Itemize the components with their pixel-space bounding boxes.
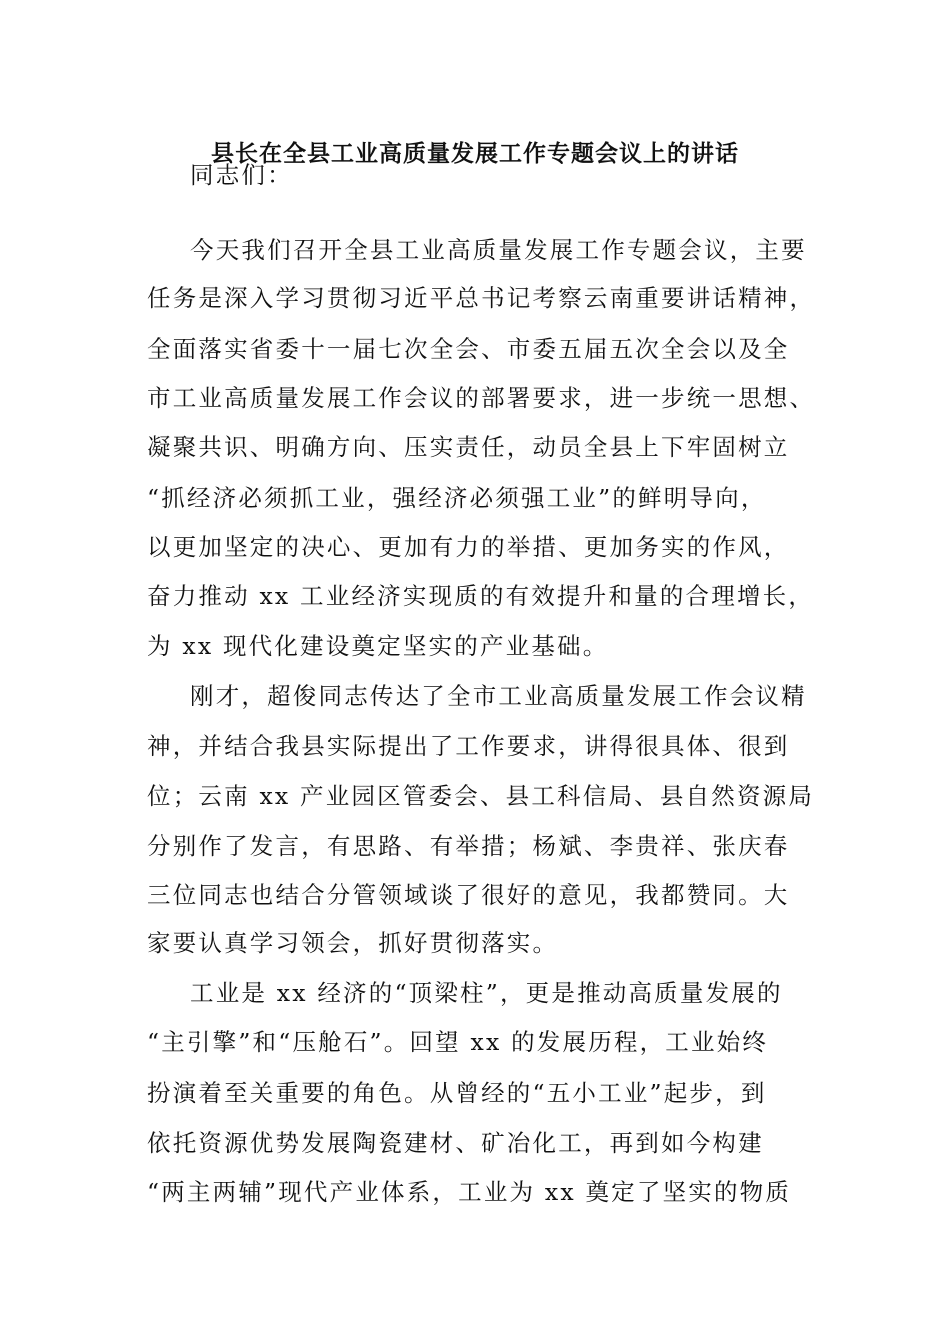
paragraph-2-line-4: 分别作了发言，有思路、有举措；杨斌、李贵祥、张庆春 xyxy=(147,832,790,860)
paragraph-1-line-7: 以更加坚定的决心、更加有力的举措、更加务实的作风， xyxy=(147,533,790,561)
paragraph-3-line-4: 依托资源优势发展陶瓷建材、矿冶化工，再到如今构建 xyxy=(147,1129,764,1157)
paragraph-2-line-3: 位；云南 xx 产业园区管委会、县工科信局、县自然资源局 xyxy=(147,782,815,810)
salutation: 同志们： xyxy=(190,161,293,189)
paragraph-2-line-6: 家要认真学习领会，抓好贯彻落实。 xyxy=(147,929,559,957)
paragraph-3-line-3: 扮演着至关重要的角色。从曾经的“五小工业”起步，到 xyxy=(147,1079,767,1107)
paragraph-2-line-2: 神，并结合我县实际提出了工作要求，讲得很具体、很到 xyxy=(147,732,790,760)
paragraph-2-line-1: 刚才，超俊同志传达了全市工业高质量发展工作会议精 xyxy=(190,682,807,710)
paragraph-3-line-1: 工业是 xx 经济的“顶梁柱”，更是推动高质量发展的 xyxy=(190,979,783,1007)
paragraph-1-line-9: 为 xx 现代化建设奠定坚实的产业基础。 xyxy=(147,632,609,660)
document-title: 县长在全县工业高质量发展工作专题会议上的讲话 xyxy=(211,141,739,167)
paragraph-1-line-5: 凝聚共识、明确方向、压实责任，动员全县上下牢固树立 xyxy=(147,433,790,461)
paragraph-1-line-6: “抓经济必须抓工业，强经济必须强工业”的鲜明导向， xyxy=(147,484,767,512)
paragraph-1-line-1: 今天我们召开全县工业高质量发展工作专题会议，主要 xyxy=(190,236,807,264)
paragraph-3-line-5: “两主两辅”现代产业体系，工业为 xx 奠定了坚实的物质 xyxy=(147,1178,792,1206)
paragraph-1-line-8: 奋力推动 xx 工业经济实现质的有效提升和量的合理增长， xyxy=(147,582,815,610)
paragraph-1-line-4: 市工业高质量发展工作会议的部署要求，进一步统一思想、 xyxy=(147,384,816,412)
paragraph-3-line-2: “主引擎”和“压舱石”。回望 xx 的发展历程，工业始终 xyxy=(147,1028,769,1056)
paragraph-1-line-3: 全面落实省委十一届七次全会、市委五届五次全会以及全 xyxy=(147,335,790,363)
paragraph-1-line-2: 任务是深入学习贯彻习近平总书记考察云南重要讲话精神， xyxy=(147,284,816,312)
paragraph-2-line-5: 三位同志也结合分管领域谈了很好的意见，我都赞同。大 xyxy=(147,881,790,909)
